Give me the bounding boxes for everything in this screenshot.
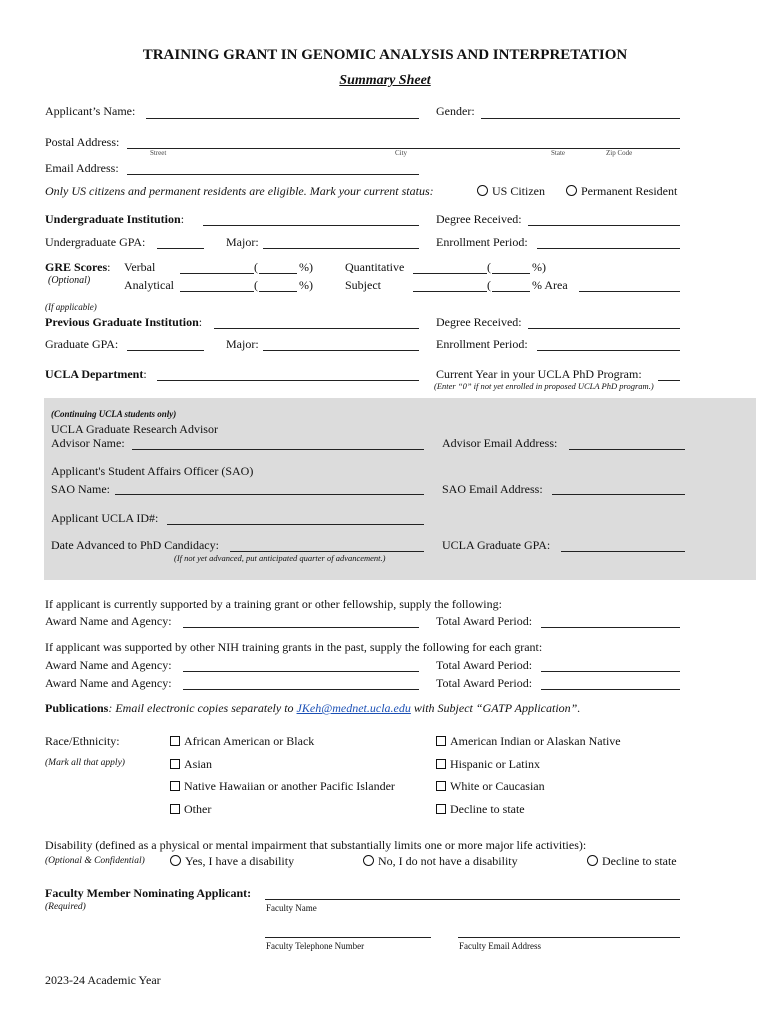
- radio-icon[interactable]: [477, 185, 488, 196]
- radio-icon[interactable]: [363, 855, 374, 866]
- mark-all-note: (Mark all that apply): [45, 758, 125, 768]
- email-field[interactable]: [127, 174, 419, 175]
- sao-heading: Applicant's Student Affairs Officer (SAO): [51, 464, 254, 478]
- street-caption: Street: [150, 149, 167, 157]
- prev-inst-field[interactable]: [214, 328, 419, 329]
- sao-name-label: SAO Name:: [51, 482, 110, 496]
- enrollment-label: Enrollment Period:: [436, 235, 528, 249]
- ug-institution-field[interactable]: [203, 225, 419, 226]
- analytical-score-field[interactable]: [180, 291, 254, 292]
- verbal-pct-open: (: [254, 260, 258, 274]
- total-period-field-3[interactable]: [541, 689, 680, 690]
- major-label: Major:: [226, 235, 259, 249]
- email-label: Email Address:: [45, 161, 119, 175]
- ucla-gpa-label: UCLA Graduate GPA:: [442, 538, 551, 552]
- race-label: Race/Ethnicity:: [45, 734, 120, 748]
- advisor-email-field[interactable]: [569, 449, 685, 450]
- publications-email-link[interactable]: JKeh@mednet.ucla.edu: [296, 701, 411, 715]
- radio-icon[interactable]: [566, 185, 577, 196]
- ucla-gpa-field[interactable]: [561, 551, 685, 552]
- grad-gpa-field[interactable]: [127, 350, 204, 351]
- race-option-decline[interactable]: Decline to state: [436, 802, 525, 817]
- subject-area-field[interactable]: [579, 291, 680, 292]
- ucla-dept-label: UCLA Department:: [45, 367, 147, 381]
- gender-field[interactable]: [481, 118, 680, 119]
- ug-gpa-field[interactable]: [157, 248, 204, 249]
- total-period-label-2: Total Award Period:: [436, 658, 533, 672]
- gre-label: GRE Scores:: [45, 260, 111, 274]
- race-option-american-indian[interactable]: American Indian or Alaskan Native: [436, 734, 621, 749]
- required-note: (Required): [45, 902, 86, 912]
- current-year-field[interactable]: [658, 380, 680, 381]
- optional-confidential-note: (Optional & Confidential): [45, 856, 145, 866]
- quant-pct-field[interactable]: [492, 273, 530, 274]
- checkbox-icon[interactable]: [436, 804, 446, 814]
- ucla-id-label: Applicant UCLA ID#:: [51, 511, 159, 525]
- total-period-label-3: Total Award Period:: [436, 676, 533, 690]
- enrollment-field[interactable]: [537, 248, 680, 249]
- quant-score-field[interactable]: [413, 273, 487, 274]
- race-option-native-hawaiian[interactable]: Native Hawaiian or another Pacific Islander: [170, 779, 395, 794]
- current-support-text: If applicant is currently supported by a training grant or other fellowship, supply the following:: [45, 597, 502, 611]
- faculty-email-field[interactable]: [458, 937, 680, 938]
- race-option-asian[interactable]: Asian: [170, 757, 212, 772]
- subject-score-field[interactable]: [413, 291, 487, 292]
- postal-label: Postal Address:: [45, 135, 120, 149]
- disability-option-no[interactable]: No, I do not have a disability: [363, 854, 518, 869]
- analytical-pct-open: (: [254, 278, 258, 292]
- checkbox-icon[interactable]: [436, 759, 446, 769]
- analytical-pct-close: %): [299, 278, 313, 292]
- analytical-label: Analytical: [124, 278, 174, 292]
- award-agency-label-2: Award Name and Agency:: [45, 658, 172, 672]
- faculty-email-caption: Faculty Email Address: [459, 941, 541, 951]
- disability-text: Disability (defined as a physical or mental impairment that substantially limits one or more major life activities):: [45, 838, 587, 852]
- quant-pct-open: (: [487, 260, 491, 274]
- grad-major-field[interactable]: [263, 350, 419, 351]
- major-field[interactable]: [263, 248, 419, 249]
- advisor-email-label: Advisor Email Address:: [442, 436, 558, 450]
- grad-enrollment-label: Enrollment Period:: [436, 337, 528, 351]
- zip-caption: Zip Code: [606, 149, 633, 157]
- analytical-pct-field[interactable]: [259, 291, 297, 292]
- disability-option-yes[interactable]: Yes, I have a disability: [170, 854, 294, 869]
- checkbox-icon[interactable]: [170, 781, 180, 791]
- state-caption: State: [551, 149, 565, 157]
- faculty-phone-caption: Faculty Telephone Number: [266, 941, 365, 951]
- current-year-label: Current Year in your UCLA PhD Program:: [436, 367, 642, 381]
- city-caption: City: [395, 149, 408, 157]
- grad-enrollment-field[interactable]: [537, 350, 680, 351]
- award-agency-field-2[interactable]: [183, 671, 419, 672]
- gre-optional: (Optional): [48, 275, 91, 286]
- verbal-label: Verbal: [124, 260, 156, 274]
- degree-label: Degree Received:: [436, 212, 522, 226]
- ug-gpa-label: Undergraduate GPA:: [45, 235, 146, 249]
- eligibility-text: Only US citizens and permanent residents are eligible. Mark your current status:: [45, 184, 434, 198]
- total-period-field-2[interactable]: [541, 671, 680, 672]
- verbal-score-field[interactable]: [180, 273, 254, 274]
- advisor-name-field[interactable]: [132, 449, 424, 450]
- faculty-phone-field[interactable]: [265, 937, 431, 938]
- quant-pct-close: %): [532, 260, 546, 274]
- verbal-pct-field[interactable]: [259, 273, 297, 274]
- name-field[interactable]: [146, 118, 419, 119]
- sao-email-field[interactable]: [552, 494, 685, 495]
- if-applicable-note: (If applicable): [45, 302, 97, 312]
- candidacy-label: Date Advanced to PhD Candidacy:: [51, 538, 219, 552]
- quant-label: Quantitative: [345, 260, 405, 274]
- faculty-name-field[interactable]: [265, 899, 680, 900]
- permanent-resident-option[interactable]: Permanent Resident: [566, 184, 677, 199]
- ug-institution-label: Undergraduate Institution:: [45, 212, 185, 226]
- verbal-pct-close: %): [299, 260, 313, 274]
- checkbox-icon[interactable]: [170, 804, 180, 814]
- sao-name-field[interactable]: [115, 494, 424, 495]
- gender-label: Gender:: [436, 104, 475, 118]
- past-support-text: If applicant was supported by other NIH training grants in the past, supply the following for each grant:: [45, 640, 543, 654]
- award-agency-label-3: Award Name and Agency:: [45, 676, 172, 690]
- current-year-note: (Enter “0” if not yet enrolled in proposed UCLA PhD program.): [434, 381, 654, 391]
- award-agency-field-3[interactable]: [183, 689, 419, 690]
- faculty-label: Faculty Member Nominating Applicant:: [45, 886, 252, 900]
- award-agency-field-1[interactable]: [183, 627, 419, 628]
- race-option-other[interactable]: Other: [170, 802, 211, 817]
- subject-pct-field[interactable]: [492, 291, 530, 292]
- candidacy-note: (If not yet advanced, put anticipated quarter of advancement.): [174, 553, 386, 563]
- radio-icon[interactable]: [170, 855, 181, 866]
- prev-degree-field[interactable]: [528, 328, 680, 329]
- continuing-note: (Continuing UCLA students only): [51, 409, 177, 419]
- subject-area-label: % Area: [532, 278, 568, 292]
- total-period-label-1: Total Award Period:: [436, 614, 533, 628]
- ucla-id-field[interactable]: [167, 524, 424, 525]
- checkbox-icon[interactable]: [436, 781, 446, 791]
- us-citizen-option[interactable]: US Citizen: [477, 184, 545, 199]
- publications-line: Publications: Email electronic copies separately to JKeh@mednet.ucla.edu with Subject “GATP Application”.: [45, 701, 581, 715]
- ucla-dept-field[interactable]: [157, 380, 419, 381]
- page-subtitle: Summary Sheet: [339, 73, 431, 88]
- checkbox-icon[interactable]: [170, 736, 180, 746]
- advisor-heading: UCLA Graduate Research Advisor: [51, 422, 218, 436]
- advisor-name-label: Advisor Name:: [51, 436, 125, 450]
- subject-label: Subject: [345, 278, 381, 292]
- publications-label: Publications: [45, 701, 109, 715]
- grad-major-label: Major:: [226, 337, 259, 351]
- race-option-hispanic[interactable]: Hispanic or Latinx: [436, 757, 540, 772]
- award-agency-label-1: Award Name and Agency:: [45, 614, 172, 628]
- degree-field[interactable]: [528, 225, 680, 226]
- faculty-name-caption: Faculty Name: [266, 903, 317, 913]
- race-option-white[interactable]: White or Caucasian: [436, 779, 545, 794]
- checkbox-icon[interactable]: [436, 736, 446, 746]
- prev-inst-label: Previous Graduate Institution:: [45, 315, 203, 329]
- race-option-african-american[interactable]: African American or Black: [170, 734, 314, 749]
- name-label: Applicant’s Name:: [45, 104, 136, 118]
- radio-icon[interactable]: [587, 855, 598, 866]
- grad-gpa-label: Graduate GPA:: [45, 337, 119, 351]
- page-title: TRAINING GRANT IN GENOMIC ANALYSIS AND INTERPRETATION: [142, 47, 628, 63]
- subject-pct-open: (: [487, 278, 491, 292]
- disability-option-decline[interactable]: Decline to state: [587, 854, 677, 869]
- academic-year-footer: 2023-24 Academic Year: [45, 973, 161, 987]
- candidacy-field[interactable]: [230, 551, 424, 552]
- prev-degree-label: Degree Received:: [436, 315, 522, 329]
- sao-email-label: SAO Email Address:: [442, 482, 543, 496]
- checkbox-icon[interactable]: [170, 759, 180, 769]
- total-period-field-1[interactable]: [541, 627, 680, 628]
